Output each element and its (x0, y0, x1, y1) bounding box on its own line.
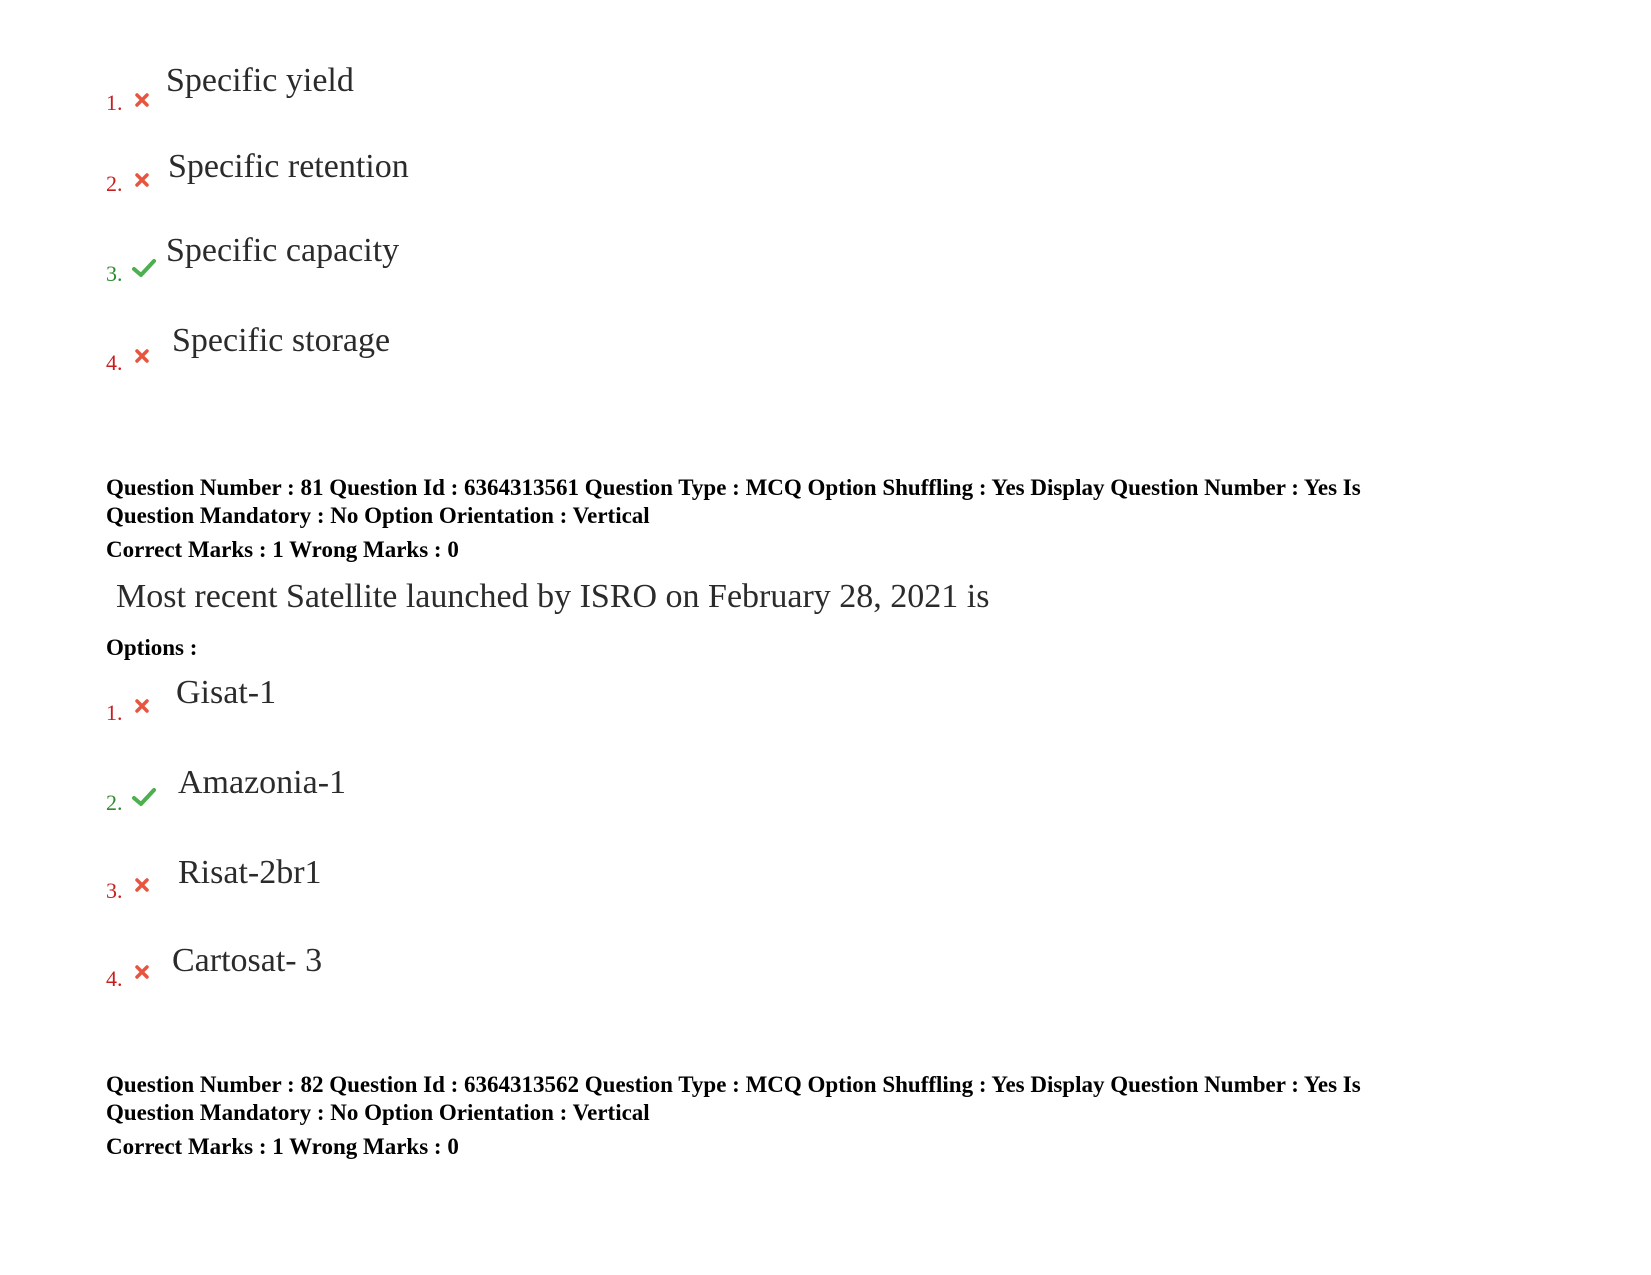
option-text: Specific storage (172, 322, 391, 359)
cross-icon (134, 348, 150, 364)
option-number: 3. (106, 878, 123, 903)
cross-icon (134, 698, 150, 714)
option-text: Specific yield (166, 62, 354, 99)
option-number: 4. (106, 350, 123, 375)
cross-icon (134, 964, 150, 980)
option-text: Gisat-1 (176, 674, 277, 711)
option-number: 4. (106, 966, 123, 991)
option-number: 2. (106, 171, 123, 196)
question-meta-line-2: Question Mandatory : No Option Orientation : Vertical (106, 1100, 650, 1125)
option-text: Amazonia-1 (178, 764, 347, 801)
question-meta-line-2: Question Mandatory : No Option Orientation : Vertical (106, 503, 650, 528)
question-82-header (106, 1071, 1546, 1127)
question-meta-line-1: Question Number : 81 Question Id : 6364313561 Question Type : MCQ Option Shuffling : Yes Display Question Number : Yes Is (106, 475, 1361, 500)
question-82-marks: Correct Marks : 1 Wrong Marks : 0 (106, 1134, 459, 1159)
cross-icon (134, 877, 150, 893)
question-81-header (106, 474, 1546, 530)
option-text: Risat-2br1 (178, 854, 322, 891)
options-label: Options : (106, 635, 198, 660)
option-text: Cartosat- 3 (172, 942, 323, 979)
option-number: 2. (106, 790, 123, 815)
option-number: 3. (106, 261, 123, 286)
check-icon (132, 787, 156, 807)
cross-icon (134, 172, 150, 188)
option-text: Specific retention (168, 148, 409, 185)
question-meta-line-1: Question Number : 82 Question Id : 6364313562 Question Type : MCQ Option Shuffling : Yes Display Question Number : Yes Is (106, 1072, 1361, 1097)
option-text: Specific capacity (166, 232, 400, 269)
option-number: 1. (106, 700, 123, 725)
check-icon (132, 258, 156, 278)
cross-icon (134, 92, 150, 108)
question-81-text: Most recent Satellite launched by ISRO on February 28, 2021 is (116, 578, 990, 615)
option-number: 1. (106, 90, 123, 115)
question-81-marks: Correct Marks : 1 Wrong Marks : 0 (106, 537, 459, 562)
